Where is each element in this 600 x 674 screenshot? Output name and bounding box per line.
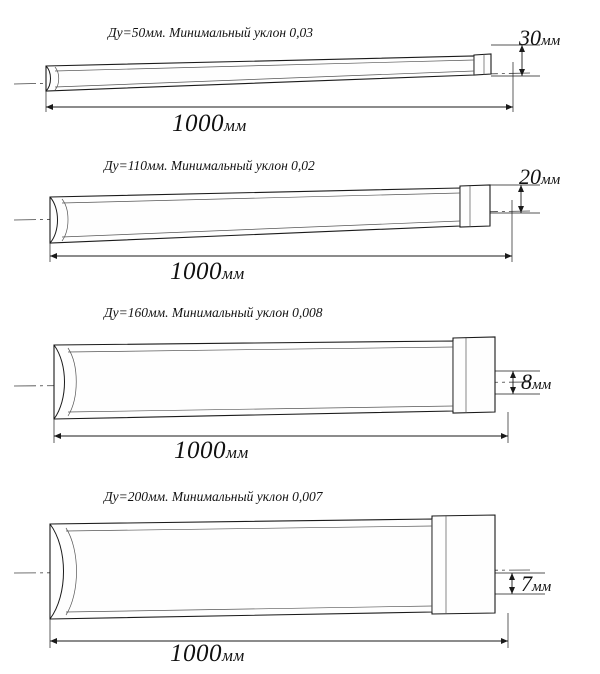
pipe-200-drop-unit: мм: [532, 579, 552, 595]
pipe-110-graphic: [14, 185, 540, 262]
pipe-200-length-label: [170, 640, 245, 668]
pipe-50-length-value: 1000: [172, 110, 224, 137]
pipe-200-body: [50, 519, 432, 619]
pipe-160-len-arrow-right: [501, 433, 508, 439]
pipe-200-len-arrow-right: [501, 638, 508, 644]
pipe-50-drop-value: 30: [519, 25, 541, 50]
pipe-110-length-value: 1000: [170, 258, 222, 285]
pipe-200-graphic: [14, 515, 545, 648]
pipe-200-drop-arrow-up: [509, 573, 515, 580]
pipe-110-length-label: [170, 258, 245, 286]
pipe-110-len-arrow-right: [505, 253, 512, 259]
pipe-200-socket: [432, 515, 495, 614]
pipe-110-drop-arrow-down: [518, 206, 524, 213]
pipe-160-drop-arrow-up: [510, 371, 516, 378]
pipe-110-drop-unit: мм: [541, 172, 561, 188]
pipe-160-body: [54, 341, 453, 419]
pipe-160-drop-arrow-down: [510, 387, 516, 394]
pipe-200-length-unit: мм: [222, 646, 245, 665]
pipe-200-caption: Ду=200мм. Минимальный уклон 0,007: [104, 489, 323, 504]
pipe-160-length-value: 1000: [174, 437, 226, 464]
pipe-50-caption: Ду=50мм. Минимальный уклон 0,03: [108, 25, 314, 40]
pipe-50-socket: [474, 54, 491, 75]
pipe-50-length-label: [172, 110, 247, 138]
pipe-160-drop-unit: мм: [532, 377, 552, 393]
pipe-50-drop-label: [519, 25, 560, 51]
pipe-200-drop-arrow-down: [509, 587, 515, 594]
pipe-110-caption: Ду=110мм. Минимальный уклон 0,02: [104, 158, 315, 173]
pipe-160-caption: Ду=160мм. Минимальный уклон 0,008: [104, 305, 323, 320]
pipe-200-len-arrow-left: [50, 638, 57, 644]
pipe-50-len-arrow-left: [46, 104, 53, 110]
pipe-50-graphic: [14, 45, 540, 112]
pipe-200-length-value: 1000: [170, 640, 222, 667]
pipe-110-length-unit: мм: [222, 264, 245, 283]
pipe-50-length-unit: мм: [224, 116, 247, 135]
pipe-160-len-arrow-left: [54, 433, 61, 439]
pipe-50-len-arrow-right: [506, 104, 513, 110]
pipe-110-len-arrow-left: [50, 253, 57, 259]
pipe-110-drop-label: [519, 164, 560, 190]
pipe-160-drop-value: 8: [521, 369, 532, 394]
pipe-50-drop-unit: мм: [541, 33, 561, 49]
pipe-50-drop-arrow-down: [519, 69, 525, 76]
pipe-160-length-label: [174, 437, 249, 465]
pipe-160-drop-label: [521, 369, 551, 395]
pipe-200-drop-value: 7: [521, 571, 532, 596]
pipe-160-length-unit: мм: [226, 443, 249, 462]
pipe-160-socket: [453, 337, 495, 413]
pipe-160-graphic: [14, 337, 540, 443]
pipe-110-socket: [460, 185, 490, 227]
pipe-110-drop-value: 20: [519, 164, 541, 189]
pipe-200-drop-label: [521, 571, 551, 597]
